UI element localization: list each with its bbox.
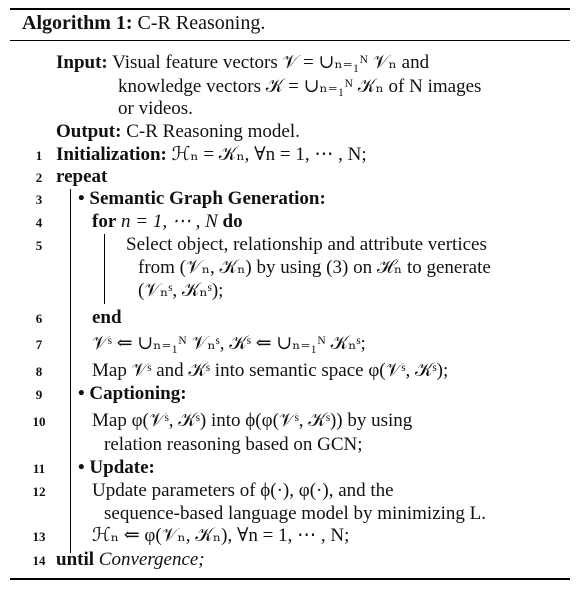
repeat-block-bar	[70, 189, 71, 553]
top-rule	[10, 8, 570, 10]
step-11	[78, 457, 155, 479]
step-4-keyword-2: do	[222, 211, 243, 232]
step-14-keyword: until	[56, 549, 95, 570]
step-13: ℋₙ ⇐ φ(𝒱ₙ, 𝒦ₙ), ∀n = 1, ⋯ , N;	[92, 525, 350, 546]
step-8: Map 𝒱ˢ and 𝒦ˢ into semantic space φ(𝒱ˢ, 𝒦ˢ);	[92, 360, 449, 381]
line-number-13: 13	[32, 529, 46, 544]
step-9-keyword: • Captioning:	[78, 383, 187, 404]
line-number-1: 1	[35, 148, 43, 163]
input-line-3: or videos.	[118, 98, 193, 119]
algorithm-label: Algorithm 1:	[22, 12, 133, 34]
input-line-2: knowledge vectors 𝒦 = ∪ₙ₌₁ᴺ 𝒦ₙ of N images	[118, 76, 482, 97]
bottom-rule	[10, 578, 570, 580]
line-number-5: 5	[35, 238, 43, 253]
step-5-line-3: (𝒱ₙˢ, 𝒦ₙˢ);	[138, 280, 224, 301]
output-line	[56, 121, 300, 143]
line-number-12: 12	[32, 484, 46, 499]
step-12-line-2: sequence-based language model by minimizing L.	[104, 503, 486, 524]
step-10-line-2: relation reasoning based on GCN;	[104, 434, 363, 455]
step-11-keyword: • Update:	[78, 457, 155, 478]
line-number-11: 11	[32, 461, 46, 476]
step-4	[92, 211, 243, 233]
line-number-8: 8	[35, 364, 43, 379]
line-number-4: 4	[35, 215, 43, 230]
line-number-6: 6	[35, 311, 43, 326]
step-14-text: Convergence;	[94, 549, 205, 570]
input-line-1	[56, 52, 429, 74]
step-5-line-2: from (𝒱ₙ, 𝒦ₙ) by using (3) on ℋₙ to generate	[138, 257, 491, 278]
step-1-keyword: Initialization:	[56, 144, 167, 165]
for-block-bar	[104, 234, 105, 304]
line-number-7: 7	[35, 337, 43, 352]
step-2	[56, 166, 107, 188]
step-10-line-1: Map φ(𝒱ˢ, 𝒦ˢ) into ϕ(φ(𝒱ˢ, 𝒦ˢ)) by using	[92, 410, 413, 431]
header-rule	[10, 40, 570, 41]
line-number-2: 2	[35, 170, 43, 185]
step-1	[56, 144, 367, 166]
algorithm-title	[22, 12, 265, 35]
output-label: Output:	[56, 121, 122, 142]
step-3-keyword: • Semantic Graph Generation:	[78, 188, 326, 209]
step-4-text: n = 1, ⋯ , N	[116, 211, 223, 232]
step-9	[78, 383, 187, 405]
step-7: 𝒱ˢ ⇐ ∪ₙ₌₁ᴺ 𝒱ₙˢ, 𝒦ˢ ⇐ ∪ₙ₌₁ᴺ 𝒦ₙˢ;	[92, 333, 366, 354]
step-2-keyword: repeat	[56, 166, 108, 187]
step-6-keyword: end	[92, 307, 122, 328]
step-14	[56, 549, 205, 571]
line-number-14: 14	[32, 553, 46, 568]
input-label: Input:	[56, 52, 108, 73]
line-number-9: 9	[35, 387, 43, 402]
step-6	[92, 307, 122, 329]
step-4-keyword: for	[92, 211, 117, 232]
algorithm-name: C-R Reasoning.	[137, 12, 266, 34]
step-12-line-1: Update parameters of ϕ(·), φ(·), and the	[92, 480, 394, 501]
output-text: C-R Reasoning model.	[126, 121, 300, 142]
line-number-10: 10	[32, 414, 46, 429]
step-5-line-1: Select object, relationship and attribute vertices	[126, 234, 487, 255]
step-3	[78, 188, 326, 210]
input-text-1: Visual feature vectors 𝒱 = ∪ₙ₌₁ᴺ 𝒱ₙ and	[112, 52, 430, 73]
step-1-text: ℋₙ = 𝒦ₙ, ∀n = 1, ⋯ , N;	[166, 144, 367, 165]
line-number-3: 3	[35, 192, 43, 207]
